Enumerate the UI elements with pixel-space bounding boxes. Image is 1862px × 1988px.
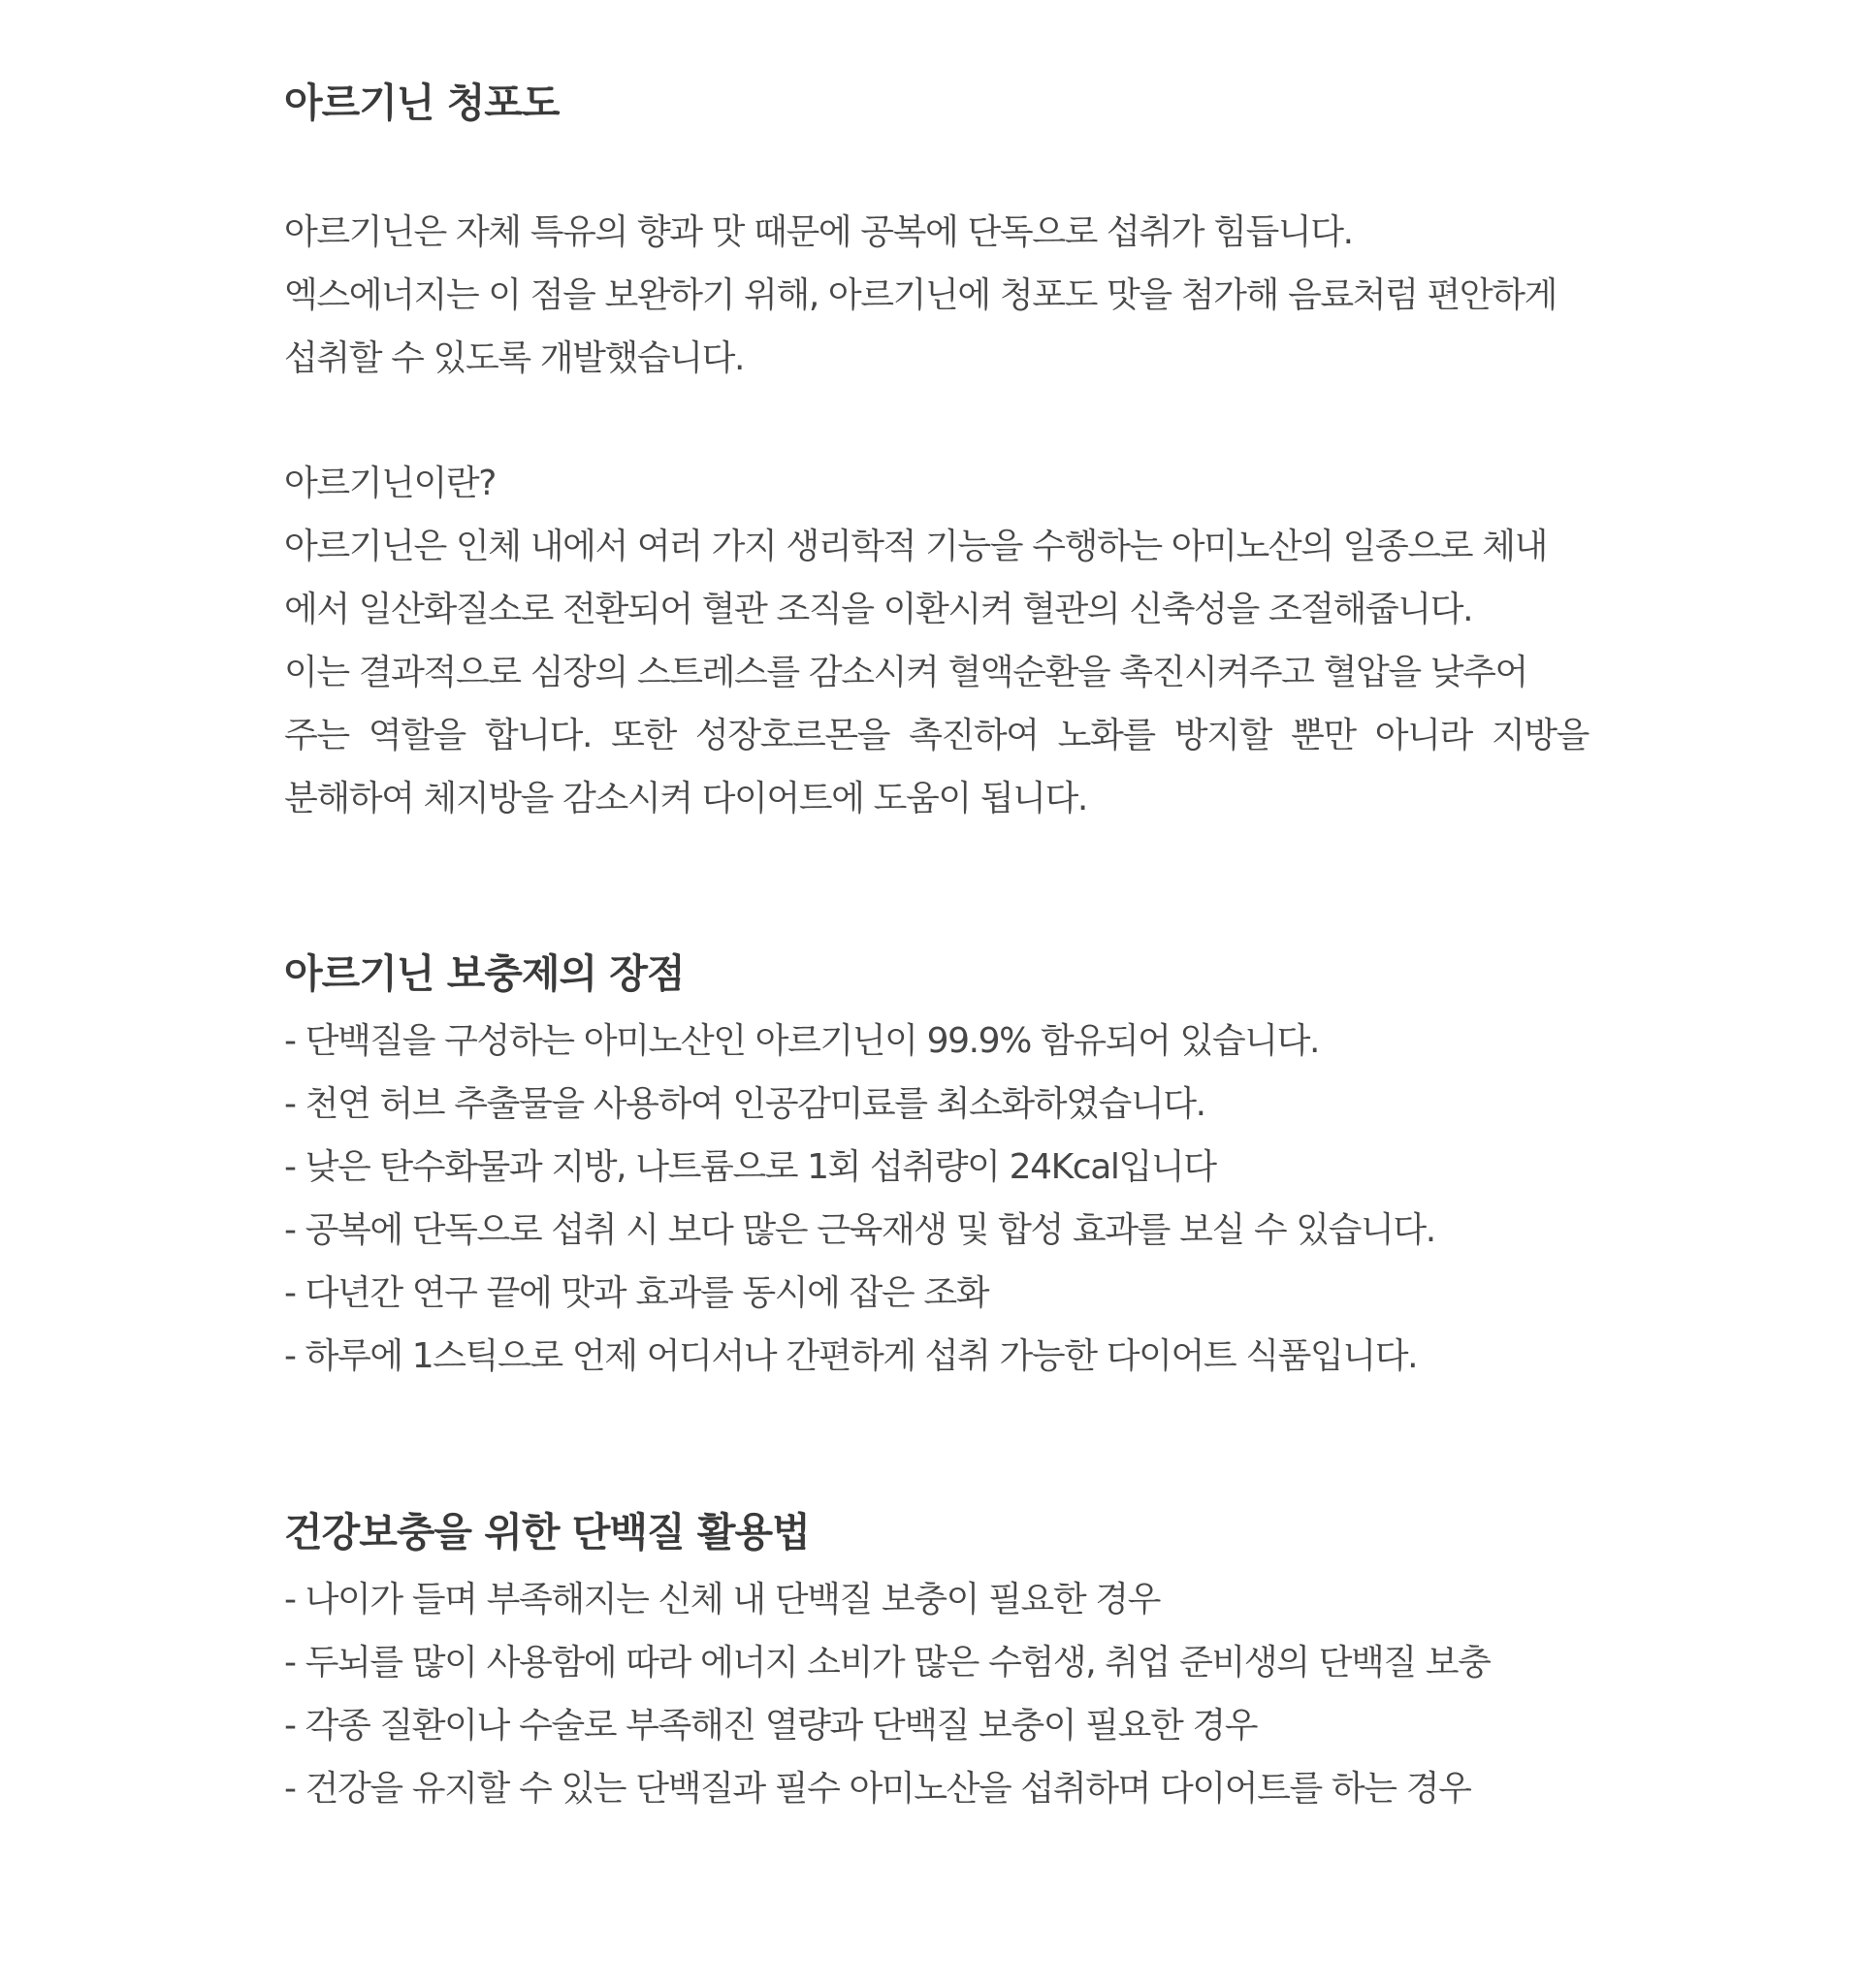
- intro-line: 섭취할 수 있도록 개발했습니다.: [284, 338, 745, 378]
- what-is-line: 에서 일산화질소로 전환되어 혈관 조직을 이환시켜 혈관의 신축성을 조절해줍니다.: [284, 590, 1473, 629]
- list-item: - 천연 허브 추출물을 사용하여 인공감미료를 최소화하였습니다.: [284, 1084, 1205, 1124]
- section-title-arginine-grape: 아르기닌 청포도: [284, 80, 560, 126]
- list-item: - 공복에 단독으로 섭취 시 보다 많은 근육재생 및 합성 효과를 보실 수 있습니다.: [284, 1210, 1435, 1250]
- list-item: - 단백질을 구성하는 아미노산인 아르기닌이 99.9% 함유되어 있습니다.: [284, 1021, 1320, 1061]
- protein-usage-list: [284, 1568, 1589, 1820]
- what-is-line: 주는 역할을 합니다. 또한 성장호르몬을 촉진하여 노화를 방지할 뿐만 아니라 지방을: [284, 716, 1589, 755]
- what-is-arginine-paragraph: [284, 452, 1589, 830]
- what-is-line: 이는 결과적으로 심장의 스트레스를 감소시켜 혈액순환을 촉진시켜주고 혈압을 낮추어: [284, 653, 1527, 692]
- list-item: - 다년간 연구 끝에 맛과 효과를 동시에 잡은 조화: [284, 1273, 989, 1313]
- list-item: - 건강을 유지할 수 있는 단백질과 필수 아미노산을 섭취하며 다이어트를 하는 경우: [284, 1769, 1471, 1809]
- what-is-line: 아르기닌은 인체 내에서 여러 가지 생리학적 기능을 수행하는 아미노산의 일종으로 체내: [284, 527, 1547, 566]
- intro-line: 아르기닌은 자체 특유의 향과 맛 때문에 공복에 단독으로 섭취가 힘듭니다.: [284, 212, 1353, 252]
- list-item: - 낮은 탄수화물과 지방, 나트륨으로 1회 섭취량이 24Kcal입니다: [284, 1147, 1216, 1187]
- what-is-line: 분해하여 체지방을 감소시켜 다이어트에 도움이 됩니다.: [284, 779, 1087, 818]
- list-item: - 두뇌를 많이 사용함에 따라 에너지 소비가 많은 수험생, 취업 준비생의 단백질 보충: [284, 1643, 1491, 1683]
- section-title-protein-usage: 건강보충을 위한 단백질 활용법: [284, 1509, 810, 1555]
- list-item: - 각종 질환이나 수술로 부족해진 열량과 단백질 보충이 필요한 경우: [284, 1706, 1258, 1746]
- intro-line: 엑스에너지는 이 점을 보완하기 위해, 아르기닌에 청포도 맛을 첨가해 음료처럼 편안하게: [284, 275, 1557, 315]
- what-is-heading: 아르기닌이란?: [284, 464, 496, 503]
- benefits-list: [284, 1010, 1589, 1388]
- article-content: [284, 68, 1589, 1820]
- intro-paragraph: [284, 201, 1589, 390]
- list-item: - 나이가 들며 부족해지는 신체 내 단백질 보충이 필요한 경우: [284, 1580, 1161, 1619]
- section-title-benefits: 아르기닌 보충제의 장점: [284, 950, 685, 997]
- list-item: - 하루에 1스틱으로 언제 어디서나 간편하게 섭취 가능한 다이어트 식품입니다.: [284, 1336, 1418, 1376]
